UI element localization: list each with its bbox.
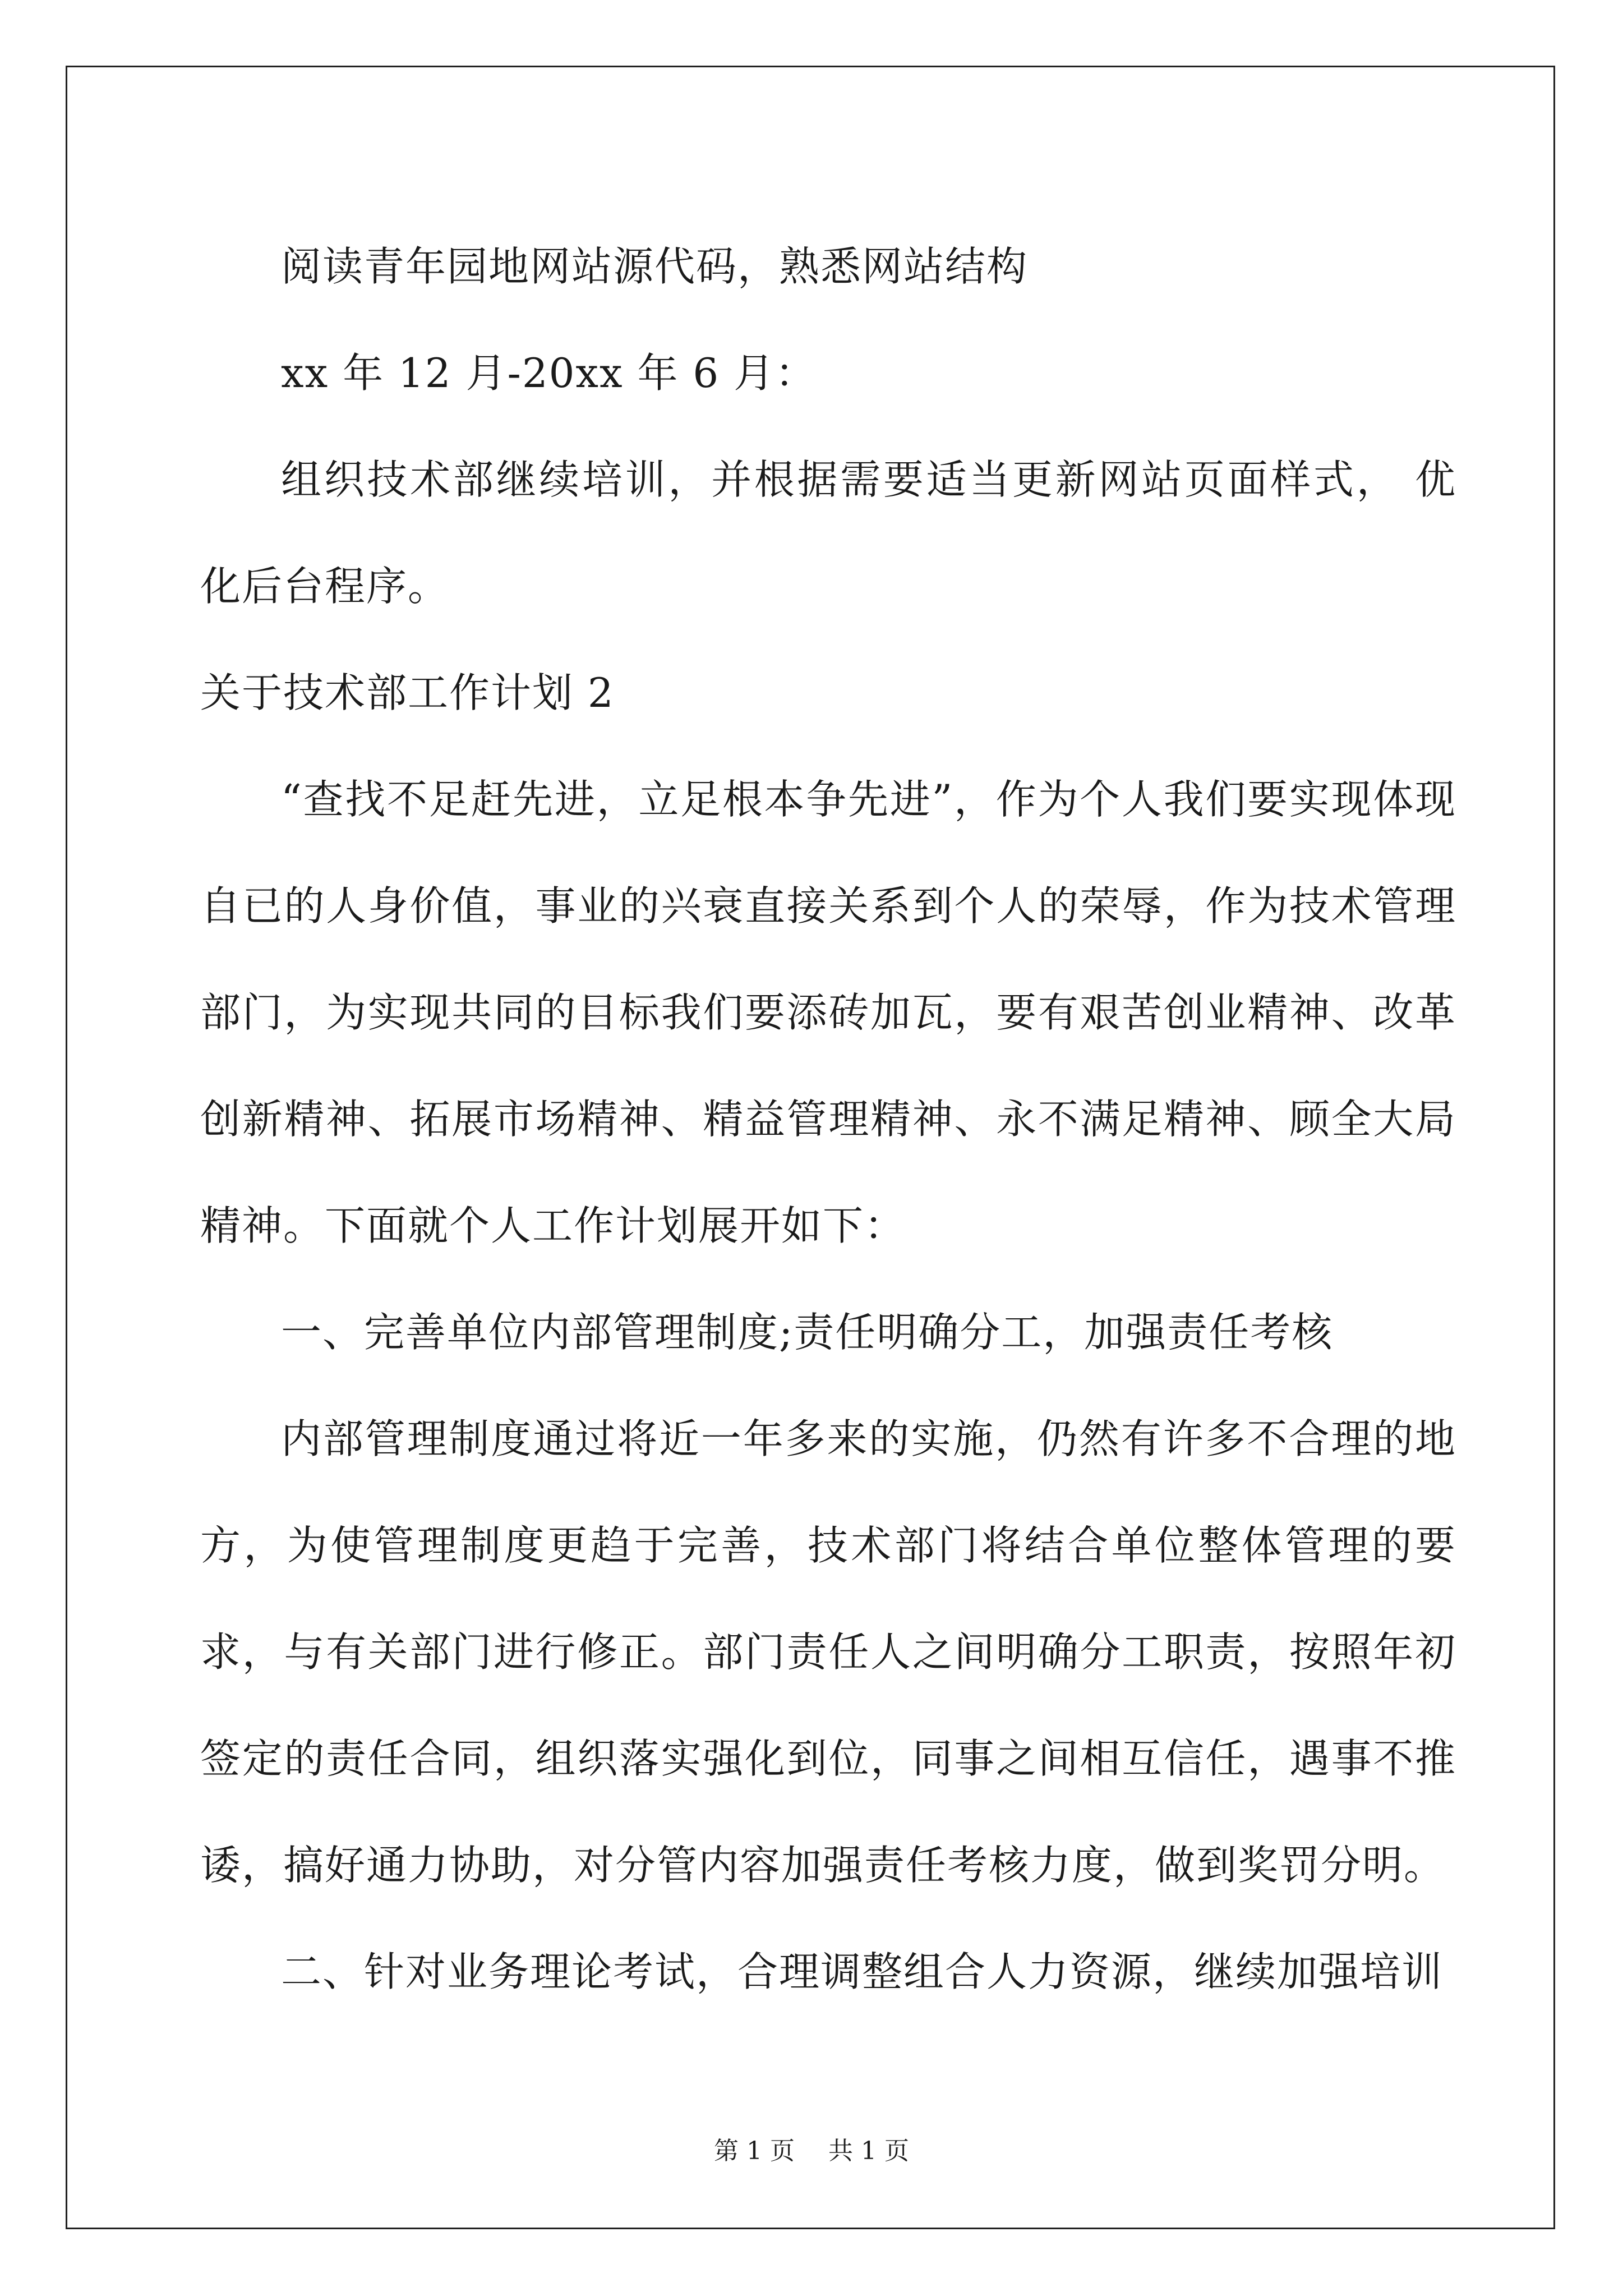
paragraph-date-range: xx 年 12 月-20xx 年 6 月：	[281, 349, 817, 397]
section-title: 关于技术部工作计划 2	[200, 669, 615, 716]
heading-item-one: 一、完善单位内部管理制度;责任明确分工，加强责任考核	[281, 1309, 1334, 1356]
document-body	[200, 213, 1456, 2025]
page-total: 共 1 页	[828, 2137, 909, 2165]
paragraph-website-structure: 阅读青年园地网站源代码，熟悉网站结构	[281, 243, 1029, 290]
page-footer	[0, 2134, 1623, 2168]
paragraph-management-system: 内部管理制度通过将近一年多来的实施，仍然有许多不合理的地方，为使管理制度更趋于完善，技术部门将结合单位整体管理的要求，与有关部门进行修正。部门责任人之间明确分工职责，按照年初签定的责任合同，组织落实强化到位，同事之间相互信任，遇事不推诿，搞好通力协助，对分管内容加强责任考核力度，做到奖罚分明。	[200, 1415, 1456, 1889]
page-number: 第 1 页	[714, 2137, 795, 2165]
paragraph-intro: “查找不足赶先进，立足根本争先进”，作为个人我们要实现体现自已的人身价值，事业的兴衰直接关系到个人的荣辱，作为技术管理部门，为实现共同的目标我们要添砖加瓦，要有艰苦创业精神、改革创新精神、拓展市场精神、精益管理精神、永不满足精神、顾全大局精神。下面就个人工作计划展开如下：	[200, 776, 1456, 1249]
paragraph-training-plan: 组织技术部继续培训，并根据需要适当更新网站页面样式， 优化后台程序。	[200, 456, 1456, 610]
heading-item-two: 二、针对业务理论考试，合理调整组合人力资源，继续加强培训	[281, 1948, 1444, 1995]
